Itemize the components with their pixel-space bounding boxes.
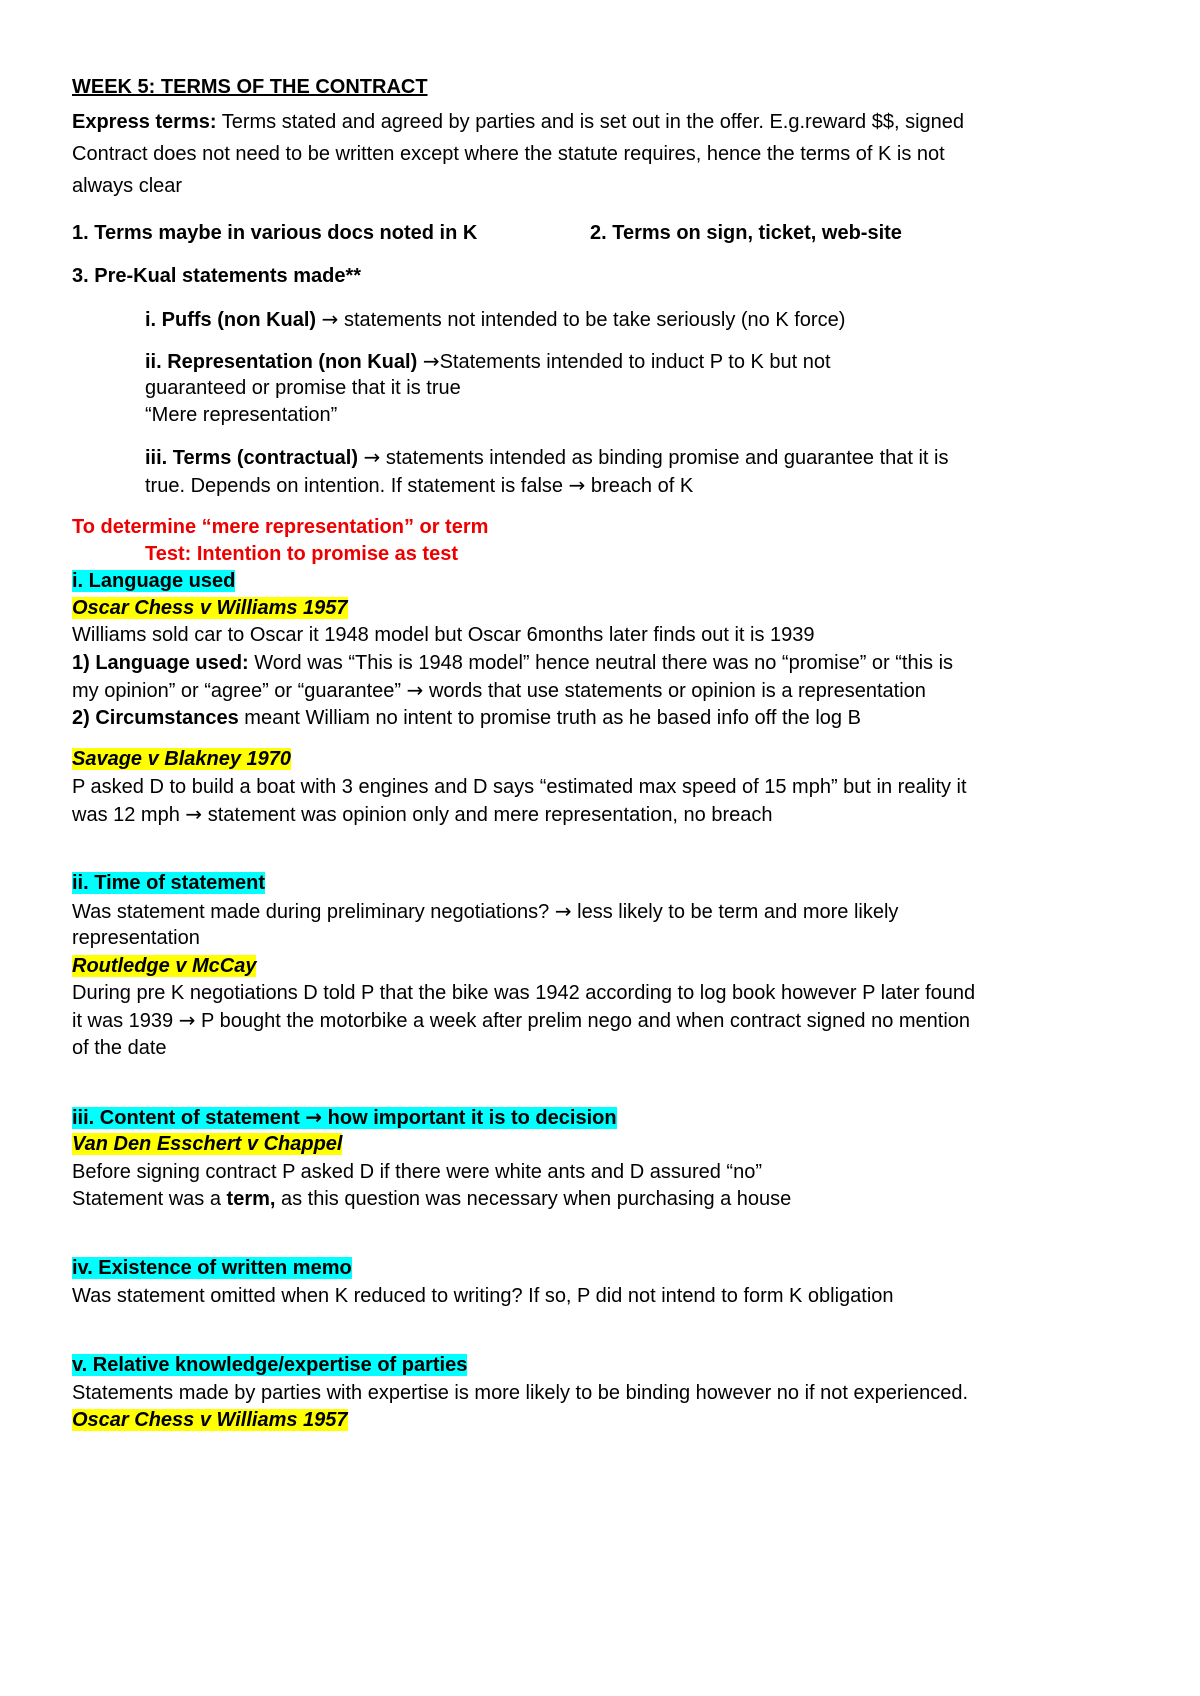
terms-label: iii. Terms (contractual) — [145, 447, 359, 469]
section-5-heading-line — [72, 1352, 467, 1378]
express-terms-line-2: Contract does not need to be written except where the statute requires, hence the terms of K is not — [72, 143, 945, 165]
page-title: WEEK 5: TERMS OF THE CONTRACT — [72, 76, 428, 98]
representation-text: Statements intended to induct P to K but not — [439, 351, 831, 373]
section-2-heading: ii. Time of statement — [72, 872, 266, 894]
puffs-text: statements not intended to be take seriously (no K force) — [338, 309, 846, 331]
arrow-icon: → — [568, 473, 586, 497]
section-5-line-1: Statements made by parties with expertise is more likely to be binding however no if not experienced. — [72, 1382, 969, 1404]
puffs-label: i. Puffs (non Kual) — [145, 309, 317, 331]
case-2-text: P asked D to build a boat with 3 engines and D says “estimated max speed of 15 mph” but in reality it — [72, 776, 967, 798]
case-3-line — [72, 953, 256, 979]
puffs-line — [145, 306, 845, 333]
point-2-label: 2) Circumstances — [72, 707, 239, 729]
terms-line-2-text: true. Depends on intention. If statement is false — [145, 475, 569, 497]
case-3-text-3: of the date — [72, 1037, 167, 1059]
section-2-heading-line — [72, 870, 265, 896]
section-3-line-2-end: as this question was necessary when purchasing a house — [275, 1188, 792, 1210]
express-terms-label: Express terms: — [72, 111, 217, 133]
case-name-oscar-chess-2: Oscar Chess v Williams 1957 — [72, 1409, 348, 1431]
case-name-oscar-chess: Oscar Chess v Williams 1957 — [72, 597, 348, 619]
arrow-icon: → — [305, 1105, 323, 1129]
section-4-line-1: Was statement omitted when K reduced to writing? If so, P did not intend to form K obligation — [72, 1285, 894, 1307]
section-3-heading-line — [72, 1104, 617, 1131]
section-3-line-2 — [72, 1186, 791, 1212]
case-name-savage: Savage v Blakney 1970 — [72, 748, 292, 770]
point-1-label: 1) Language used: — [72, 652, 249, 674]
case-1-line — [72, 595, 348, 621]
section-3-line-2-start: Statement was a — [72, 1188, 227, 1210]
terms-text: statements intended as binding promise and guarantee that it is — [380, 447, 949, 469]
arrow-icon: → — [321, 307, 339, 331]
point-1-line-2-text: my opinion” or “agree” or “guarantee” — [72, 680, 407, 702]
case-4-line — [72, 1131, 342, 1157]
numbered-item-1: 1. Terms maybe in various docs noted in K — [72, 222, 478, 244]
section-1-heading: i. Language used — [72, 570, 236, 592]
section-3-heading-end: how important it is to decision — [327, 1107, 617, 1129]
arrow-icon: → — [178, 1008, 196, 1032]
case-2-line — [72, 746, 291, 772]
section-2-line-1 — [72, 898, 898, 925]
arrow-icon: → — [422, 349, 440, 373]
case-2-text-2-start: was 12 mph — [72, 804, 186, 826]
point-2-line — [72, 705, 861, 731]
numbered-item-3: 3. Pre-Kual statements made** — [72, 265, 362, 287]
representation-line-3: “Mere representation” — [145, 404, 338, 426]
terms-line-2 — [145, 472, 693, 499]
representation-line — [145, 348, 831, 375]
point-2-text: meant William no intent to promise truth as he based info off the log B — [238, 707, 861, 729]
point-1-line-2-end: words that use statements or opinion is a representation — [428, 680, 926, 702]
case-2-text-2 — [72, 801, 773, 828]
section-5-heading: v. Relative knowledge/expertise of parties — [72, 1354, 468, 1376]
numbered-item-2: 2. Terms on sign, ticket, web-site — [590, 222, 902, 244]
case-3-text: During pre K negotiations D told P that the bike was 1942 according to log book however P later found — [72, 982, 976, 1004]
test-heading: Test: Intention to promise as test — [145, 543, 458, 565]
section-3-heading-start: iii. Content of statement — [72, 1107, 306, 1129]
case-name-van-den-esschert: Van Den Esschert v Chappel — [72, 1133, 343, 1155]
case-2-text-2-end: statement was opinion only and mere representation, no breach — [207, 804, 773, 826]
arrow-icon: → — [554, 899, 572, 923]
section-3-term-word: term, — [226, 1188, 276, 1210]
express-terms-line-3: always clear — [72, 175, 183, 197]
case-1-text: Williams sold car to Oscar it 1948 model but Oscar 6months later finds out it is 1939 — [72, 624, 815, 646]
case-3-text-2-end: P bought the motorbike a week after prelim nego and when contract signed no mention — [195, 1010, 971, 1032]
section-2-line-1-start: Was statement made during preliminary negotiations? — [72, 901, 555, 923]
section-2-line-2: representation — [72, 927, 200, 949]
representation-line-2: guaranteed or promise that it is true — [145, 377, 461, 399]
point-1-text: Word was “This is 1948 model” hence neutral there was no “promise” or “this is — [248, 652, 954, 674]
representation-label: ii. Representation (non Kual) — [145, 351, 418, 373]
arrow-icon: → — [185, 802, 203, 826]
case-name-routledge: Routledge v McCay — [72, 955, 257, 977]
section-2-line-1-end: less likely to be term and more likely — [571, 901, 899, 923]
case-3-text-2-start: it was 1939 — [72, 1010, 179, 1032]
determine-heading: To determine “mere representation” or term — [72, 516, 489, 538]
section-4-heading: iv. Existence of written memo — [72, 1257, 352, 1279]
section-3-heading — [72, 1107, 617, 1129]
terms-line-2-end: breach of K — [590, 475, 694, 497]
arrow-icon: → — [363, 445, 381, 469]
arrow-icon: → — [406, 678, 424, 702]
point-1-line — [72, 650, 953, 676]
case-3-text-2 — [72, 1007, 970, 1034]
terms-line — [145, 444, 948, 471]
point-1-line-2 — [72, 677, 926, 704]
express-terms-line — [72, 109, 964, 135]
section-4-heading-line — [72, 1255, 352, 1281]
section-1-heading-line — [72, 568, 235, 594]
express-terms-text: Terms stated and agreed by parties and is set out in the offer. E.g.reward $$, signed — [216, 111, 965, 133]
case-5-line — [72, 1407, 348, 1433]
section-3-line-1: Before signing contract P asked D if there were white ants and D assured “no” — [72, 1161, 762, 1183]
